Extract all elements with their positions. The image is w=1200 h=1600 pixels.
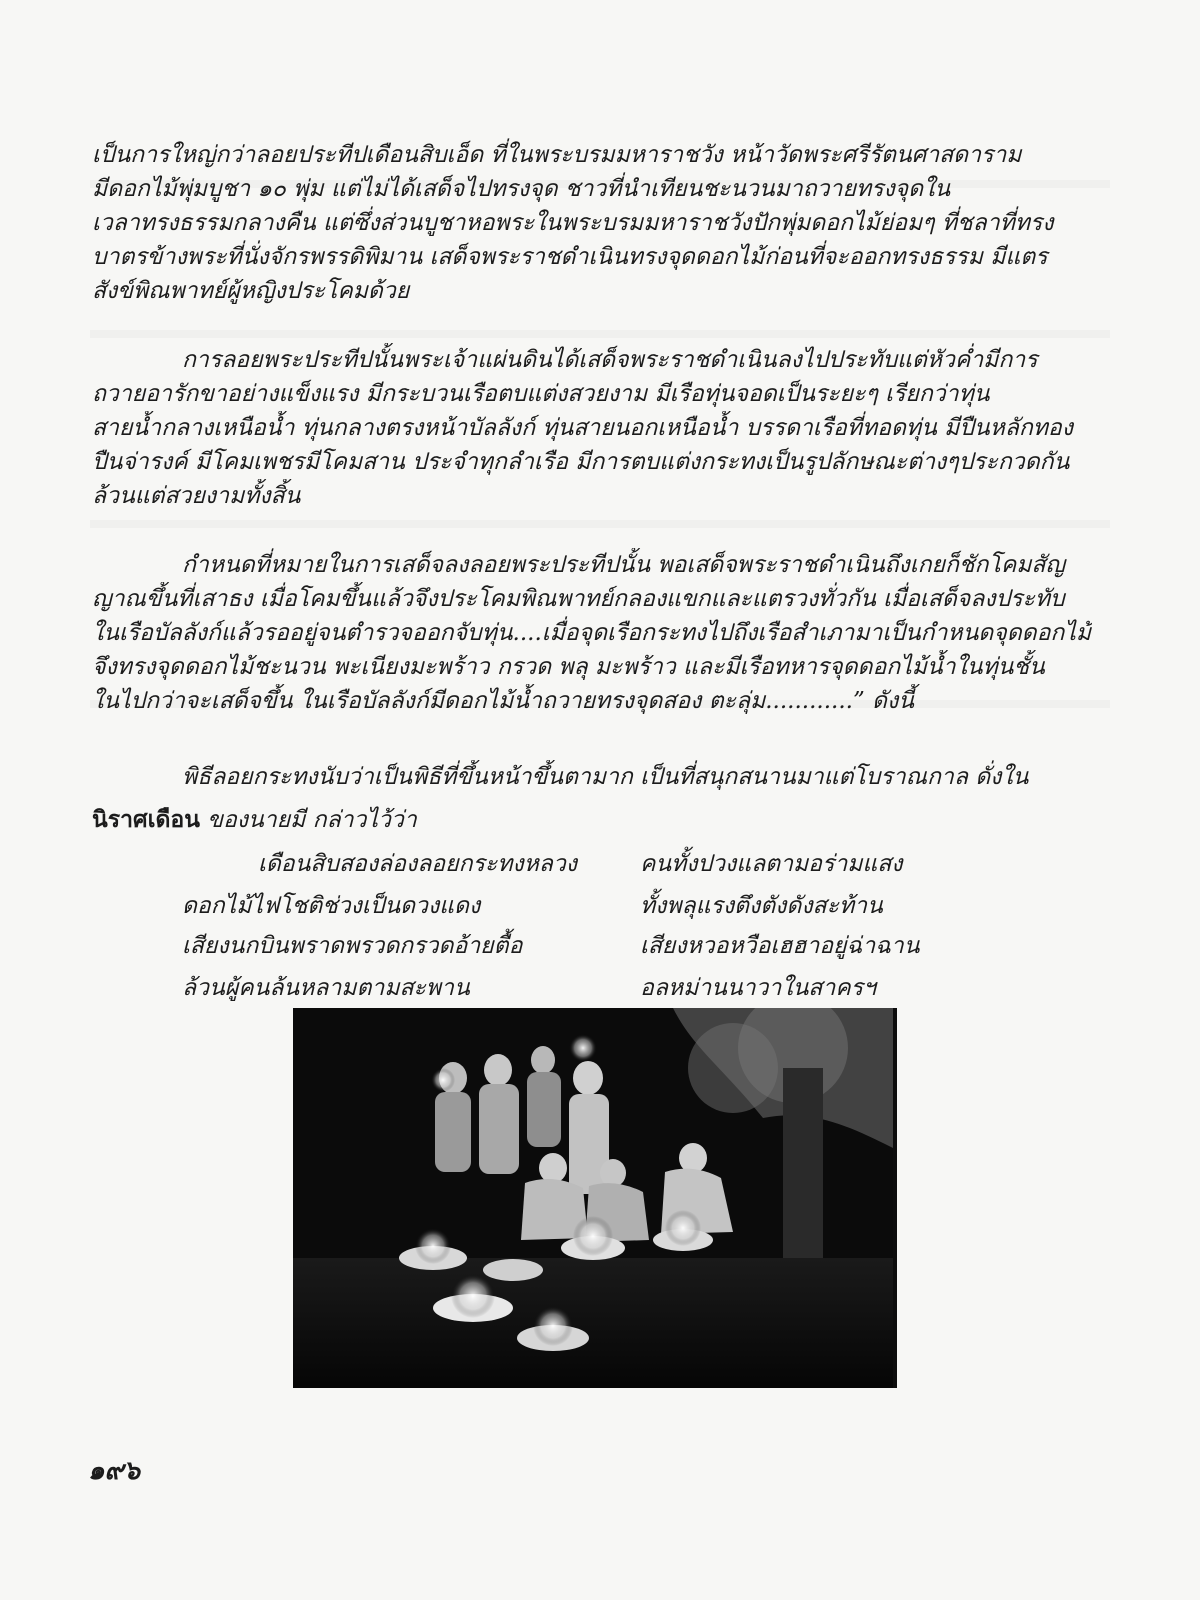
text-line: ในไปกว่าจะเสด็จขึ้น ในเรือบัลลังก์มีดอกไม้น้ำถวายทรงจุดสอง ตะลุ่ม............” ดังนี้ [92,688,914,714]
text-line: เป็นการใหญ่กว่าลอยประทีปเดือนสิบเอ็ด ที่ในพระบรมมหาราชวัง หน้าวัดพระศรีรัตนศาสดาราม [92,142,1022,168]
text-line: ล้วนแต่สวยงามทั้งสิ้น [92,483,301,509]
paragraph-1 [92,138,1092,308]
text-line: สายน้ำกลางเหนือน้ำ ทุ่นกลางตรงหน้าบัลลังก์ ทุ่นสายนอกเหนือน้ำ บรรดาเรือที่ทอดทุ่น มีปืนหลักทอง [92,415,1073,441]
text-line: มีดอกไม้พุ่มบูชา ๑๐ พุ่ม แต่ไม่ได้เสด็จไปทรงจุด ชาวที่นำเทียนชะนวนมาถวายทรงจุดใน [92,176,951,202]
show-through-mark [90,520,1110,528]
paragraph-3 [92,548,1092,718]
poem-line-2-first: ดอกไม้ไฟโชติช่วงเป็นดวงแดง [182,893,481,919]
poem-introduction [92,802,417,838]
text-line: กำหนดที่หมายในการเสด็จลงลอยพระประทีปนั้น พอเสด็จพระราชดำเนินถึงเกยก็ชักโคมสัญ [182,552,1066,578]
poem-line-4-first: ล้วนผู้คนล้นหลามตามสะพาน [182,975,470,1001]
paragraph-4 [92,760,1092,794]
text-line: สังข์พิณพาทย์ผู้หญิงประโคมด้วย [92,278,410,304]
poem-line-3-first: เสียงนกบินพราดพรวดกรวดอ้ายตื้อ [182,933,523,959]
paragraph-2 [92,343,1092,513]
poem-line-4-second: อลหม่านนาวาในสาครฯ [640,975,876,1001]
text-line: จึงทรงจุดดอกไม้ชะนวน พะเนียงมะพร้าว กรวด พลุ มะพร้าว และมีเรือทหารจุดดอกไม้น้ำในทุ่นชั้น [92,654,1045,680]
poem-title: นิราศเดือน [92,806,200,833]
text-line: เวลาทรงธรรมกลางคืน แต่ซึ่งส่วนบูชาหอพระในพระบรมมหาราชวังปักพุ่มดอกไม้ย่อมๆ ที่ชลาที่ทรง [92,210,1054,236]
photograph-illustration [293,1008,893,1388]
loy-krathong-photograph [293,1008,897,1388]
text-line: ปืนจ่ารงค์ มีโคมเพชรมีโคมสาน ประจำทุกลำเรือ มีการตบแต่งกระทงเป็นรูปลักษณะต่างๆประกวดกัน [92,449,1070,475]
poem-attribution: ของนายมี กล่าวไว้ว่า [199,807,417,833]
text-line: บาตรข้างพระที่นั่งจักรพรรดิพิมาน เสด็จพระราชดำเนินทรงจุดดอกไม้ก่อนที่จะออกทรงธรรม มีแตร [92,244,1048,270]
poem-line-1-first: เดือนสิบสองล่องลอยกระทงหลวง [258,851,578,877]
text-line: พิธีลอยกระทงนับว่าเป็นพิธีที่ขึ้นหน้าขึ้นตามาก เป็นที่สนุกสนานมาแต่โบราณกาล ดั่งใน [182,764,1029,790]
text-line: ถวายอารักขาอย่างแข็งแรง มีกระบวนเรือตบแต่งสวยงาม มีเรือทุ่นจอดเป็นระยะๆ เรียกว่าทุ่น [92,381,990,407]
poem-line-1-second: คนทั้งปวงแลตามอร่ามแสง [640,851,903,877]
text-line: ในเรือบัลลังก์แล้วรออยู่จนตำรวจออกจับทุ่น....เมื่อจุดเรือกระทงไปถึงเรือสำเภามาเป็นกำหนดจุดดอกไม้ [92,620,1092,646]
page-number: ๑๙๖ [88,1456,141,1486]
text-line: ญาณขึ้นที่เสาธง เมื่อโคมขึ้นแล้วจึงประโคมพิณพาทย์กลองแขกและแตรวงทั่วกัน เมื่อเสด็จลงประทับ [92,586,1065,612]
show-through-mark [90,330,1110,338]
text-line: การลอยพระประทีปนั้นพระเจ้าแผ่นดินได้เสด็จพระราชดำเนินลงไปประทับแต่หัวค่ำมีการ [182,347,1038,373]
poem-line-2-second: ทั้งพลุแรงตึงตังดังสะท้าน [640,893,883,919]
poem-line-3-second: เสียงหวอหวือเฮฮาอยู่ฉ่าฉาน [640,933,920,959]
